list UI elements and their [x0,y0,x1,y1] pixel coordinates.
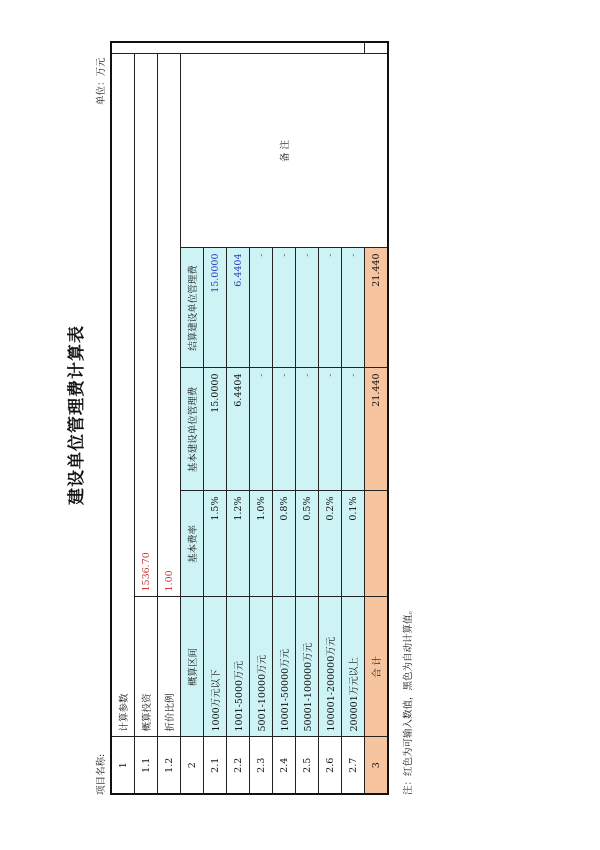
tier-settle-fee: - [342,248,365,368]
tier-basic-fee: 15.0000 [204,368,227,491]
page-title: 建设单位管理费计算表 [67,325,87,505]
total-remark-blank [365,43,389,55]
row-number: 2.7 [342,737,365,794]
tier-interval: 1000万元以下 [204,597,227,737]
row-number: 3 [365,737,389,794]
total-rate-blank [365,491,389,597]
header-remark: 备 注 [181,54,389,248]
param-label: 折价比例 [158,597,181,737]
row-number: 2.2 [227,737,250,794]
tier-settle-fee: 15.0000 [204,248,227,368]
tier-interval: 100001-200000万元 [319,597,342,737]
row-number: 2.6 [319,737,342,794]
footnote: 注：红色为可输入数值，黑色为自动计算值。 [403,604,414,795]
tier-interval: 200001万元以上 [342,597,365,737]
param-label: 概算投资 [135,597,158,737]
tier-rate: 0.5% [296,491,319,597]
table-row [158,43,181,795]
tier-basic-fee: - [273,368,296,491]
total-basic-fee: 21.440 [365,368,389,491]
row-number: 1.1 [135,737,158,794]
tier-rate: 1.5% [204,491,227,597]
header-rate: 基本费率 [181,491,204,597]
unit-label: 单位：万元 [96,57,107,105]
row-number: 2 [181,737,204,794]
tier-settle-fee: 6.4404 [227,248,250,368]
tier-interval: 1001-5000万元 [227,597,250,737]
total-settle-fee: 21.440 [365,248,389,368]
investment-input[interactable]: 1536.70 [135,54,158,597]
tier-basic-fee: - [296,368,319,491]
row-number: 2.1 [204,737,227,794]
ratio-input[interactable]: 1.00 [158,54,181,597]
tier-settle-fee: - [250,248,273,368]
tier-basic-fee: - [319,368,342,491]
header-interval: 概算区间 [181,597,204,737]
table-row [135,43,158,795]
tier-interval: 5001-10000万元 [250,597,273,737]
row-number: 1.2 [158,737,181,794]
tier-rate: 0.1% [342,491,365,597]
section-label: 计算参数 [111,54,135,737]
table-header-row [181,43,204,795]
fee-table [110,42,389,796]
tier-rate: 0.8% [273,491,296,597]
tier-rate: 1.0% [250,491,273,597]
tier-rate: 1.2% [227,491,250,597]
row-number: 2.5 [296,737,319,794]
row-number: 2.4 [273,737,296,794]
row-number: 1 [111,737,135,794]
tier-settle-fee: - [296,248,319,368]
header-settle-fee: 结算建设单位管理费 [181,248,204,368]
tier-interval: 50001-100000万元 [296,597,319,737]
total-label: 合 计 [365,597,389,737]
tier-basic-fee: - [250,368,273,491]
row-number: 2.3 [250,737,273,794]
tier-rate: 0.2% [319,491,342,597]
project-name-label: 项目名称: [96,753,107,795]
tier-interval: 10001-50000万元 [273,597,296,737]
tier-settle-fee: - [273,248,296,368]
tier-basic-fee: 6.4404 [227,368,250,491]
table-row [111,43,135,795]
tier-basic-fee: - [342,368,365,491]
header-basic-fee: 基本建设单位管理费 [181,368,204,491]
tier-settle-fee: - [319,248,342,368]
